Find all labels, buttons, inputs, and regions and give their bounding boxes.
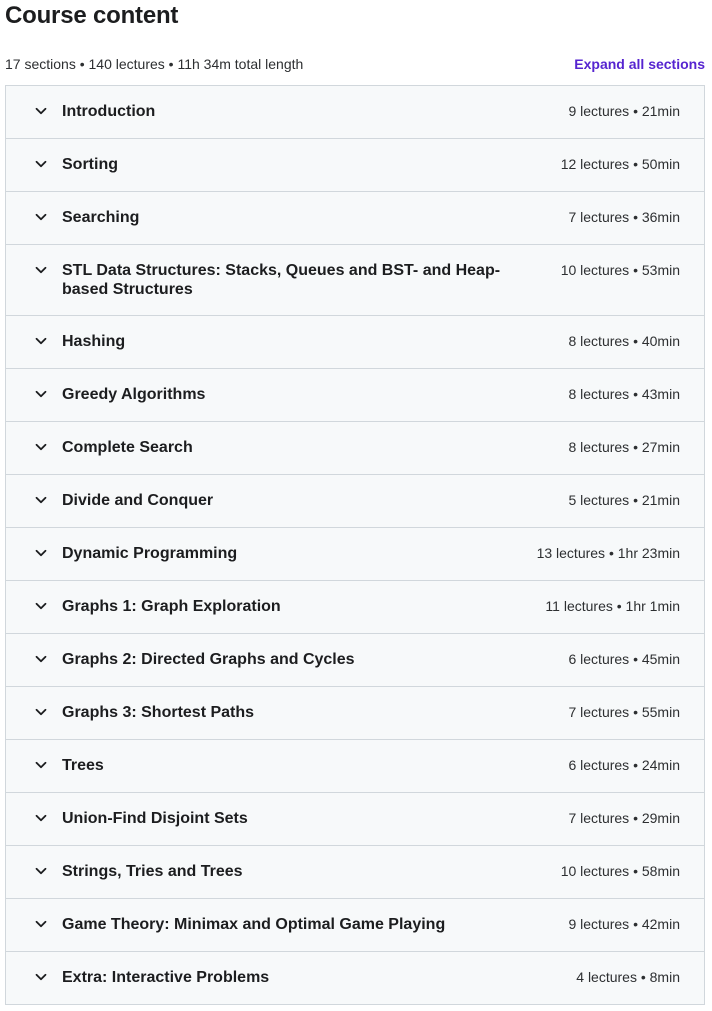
section-title: STL Data Structures: Stacks, Queues and BST- and Heap-based Structures: [62, 262, 501, 298]
section-row[interactable]: [6, 422, 704, 475]
section-row[interactable]: [6, 369, 704, 422]
chevron-down-icon: [34, 387, 48, 401]
section-meta: 9 lectures • 21min: [568, 103, 680, 119]
section-row[interactable]: [6, 86, 704, 139]
section-meta: 7 lectures • 36min: [568, 209, 680, 225]
chevron-down-icon: [34, 440, 48, 454]
section-title: Strings, Tries and Trees: [62, 863, 243, 880]
section-row[interactable]: [6, 740, 704, 793]
section-row[interactable]: [6, 316, 704, 369]
expand-all-sections-button[interactable]: Expand all sections: [574, 56, 705, 72]
section-title: Graphs 3: Shortest Paths: [62, 704, 255, 721]
chevron-down-icon: [34, 493, 48, 507]
section-title: Hashing: [62, 333, 126, 350]
chevron-down-icon: [34, 599, 48, 613]
section-meta: 10 lectures • 58min: [560, 863, 680, 879]
section-meta: 6 lectures • 24min: [568, 757, 680, 773]
section-title: Dynamic Programming: [62, 545, 238, 562]
section-title: Introduction: [62, 103, 156, 120]
chevron-down-icon: [34, 334, 48, 348]
section-meta: 12 lectures • 50min: [560, 156, 680, 172]
section-row[interactable]: [6, 634, 704, 687]
section-row[interactable]: [6, 245, 704, 316]
chevron-down-icon: [34, 864, 48, 878]
section-row[interactable]: [6, 687, 704, 740]
section-title: Divide and Conquer: [62, 492, 214, 509]
chevron-down-icon: [34, 157, 48, 171]
chevron-down-icon: [34, 705, 48, 719]
section-list: [5, 85, 705, 1005]
section-row[interactable]: [6, 899, 704, 952]
chevron-down-icon: [34, 811, 48, 825]
section-meta: 8 lectures • 43min: [568, 386, 680, 402]
page-title: Course content: [5, 2, 179, 29]
section-row[interactable]: [6, 952, 704, 1005]
section-row[interactable]: [6, 846, 704, 899]
section-title: Searching: [62, 209, 140, 226]
section-title: Greedy Algorithms: [62, 386, 206, 403]
section-title: Complete Search: [62, 439, 193, 456]
chevron-down-icon: [34, 652, 48, 666]
section-title: Graphs 2: Directed Graphs and Cycles: [62, 651, 355, 668]
chevron-down-icon: [34, 104, 48, 118]
section-title: Extra: Interactive Problems: [62, 969, 270, 986]
chevron-down-icon: [34, 970, 48, 984]
section-meta: 7 lectures • 29min: [568, 810, 680, 826]
section-row[interactable]: [6, 192, 704, 245]
section-meta: 9 lectures • 42min: [568, 916, 680, 932]
section-title: Trees: [62, 757, 104, 774]
section-meta: 4 lectures • 8min: [576, 969, 680, 985]
section-row[interactable]: [6, 475, 704, 528]
section-meta: 8 lectures • 40min: [568, 333, 680, 349]
course-summary-row: [5, 54, 705, 74]
section-meta: 6 lectures • 45min: [568, 651, 680, 667]
section-meta: 5 lectures • 21min: [568, 492, 680, 508]
chevron-down-icon: [34, 917, 48, 931]
chevron-down-icon: [34, 546, 48, 560]
section-row[interactable]: [6, 581, 704, 634]
section-title: Sorting: [62, 156, 118, 173]
section-row[interactable]: [6, 528, 704, 581]
section-row[interactable]: [6, 793, 704, 846]
chevron-down-icon: [34, 758, 48, 772]
section-title: Graphs 1: Graph Exploration: [62, 598, 281, 615]
section-meta: 10 lectures • 53min: [560, 262, 680, 278]
section-row[interactable]: [6, 139, 704, 192]
section-meta: 11 lectures • 1hr 1min: [545, 598, 680, 614]
section-meta: 8 lectures • 27min: [568, 439, 680, 455]
chevron-down-icon: [34, 210, 48, 224]
section-meta: 13 lectures • 1hr 23min: [536, 545, 680, 561]
section-title: Union-Find Disjoint Sets: [62, 810, 248, 827]
section-title: Game Theory: Minimax and Optimal Game Playing: [62, 916, 446, 933]
chevron-down-icon: [34, 263, 48, 277]
section-meta: 7 lectures • 55min: [568, 704, 680, 720]
course-summary: 17 sections • 140 lectures • 11h 34m total length: [5, 56, 304, 72]
